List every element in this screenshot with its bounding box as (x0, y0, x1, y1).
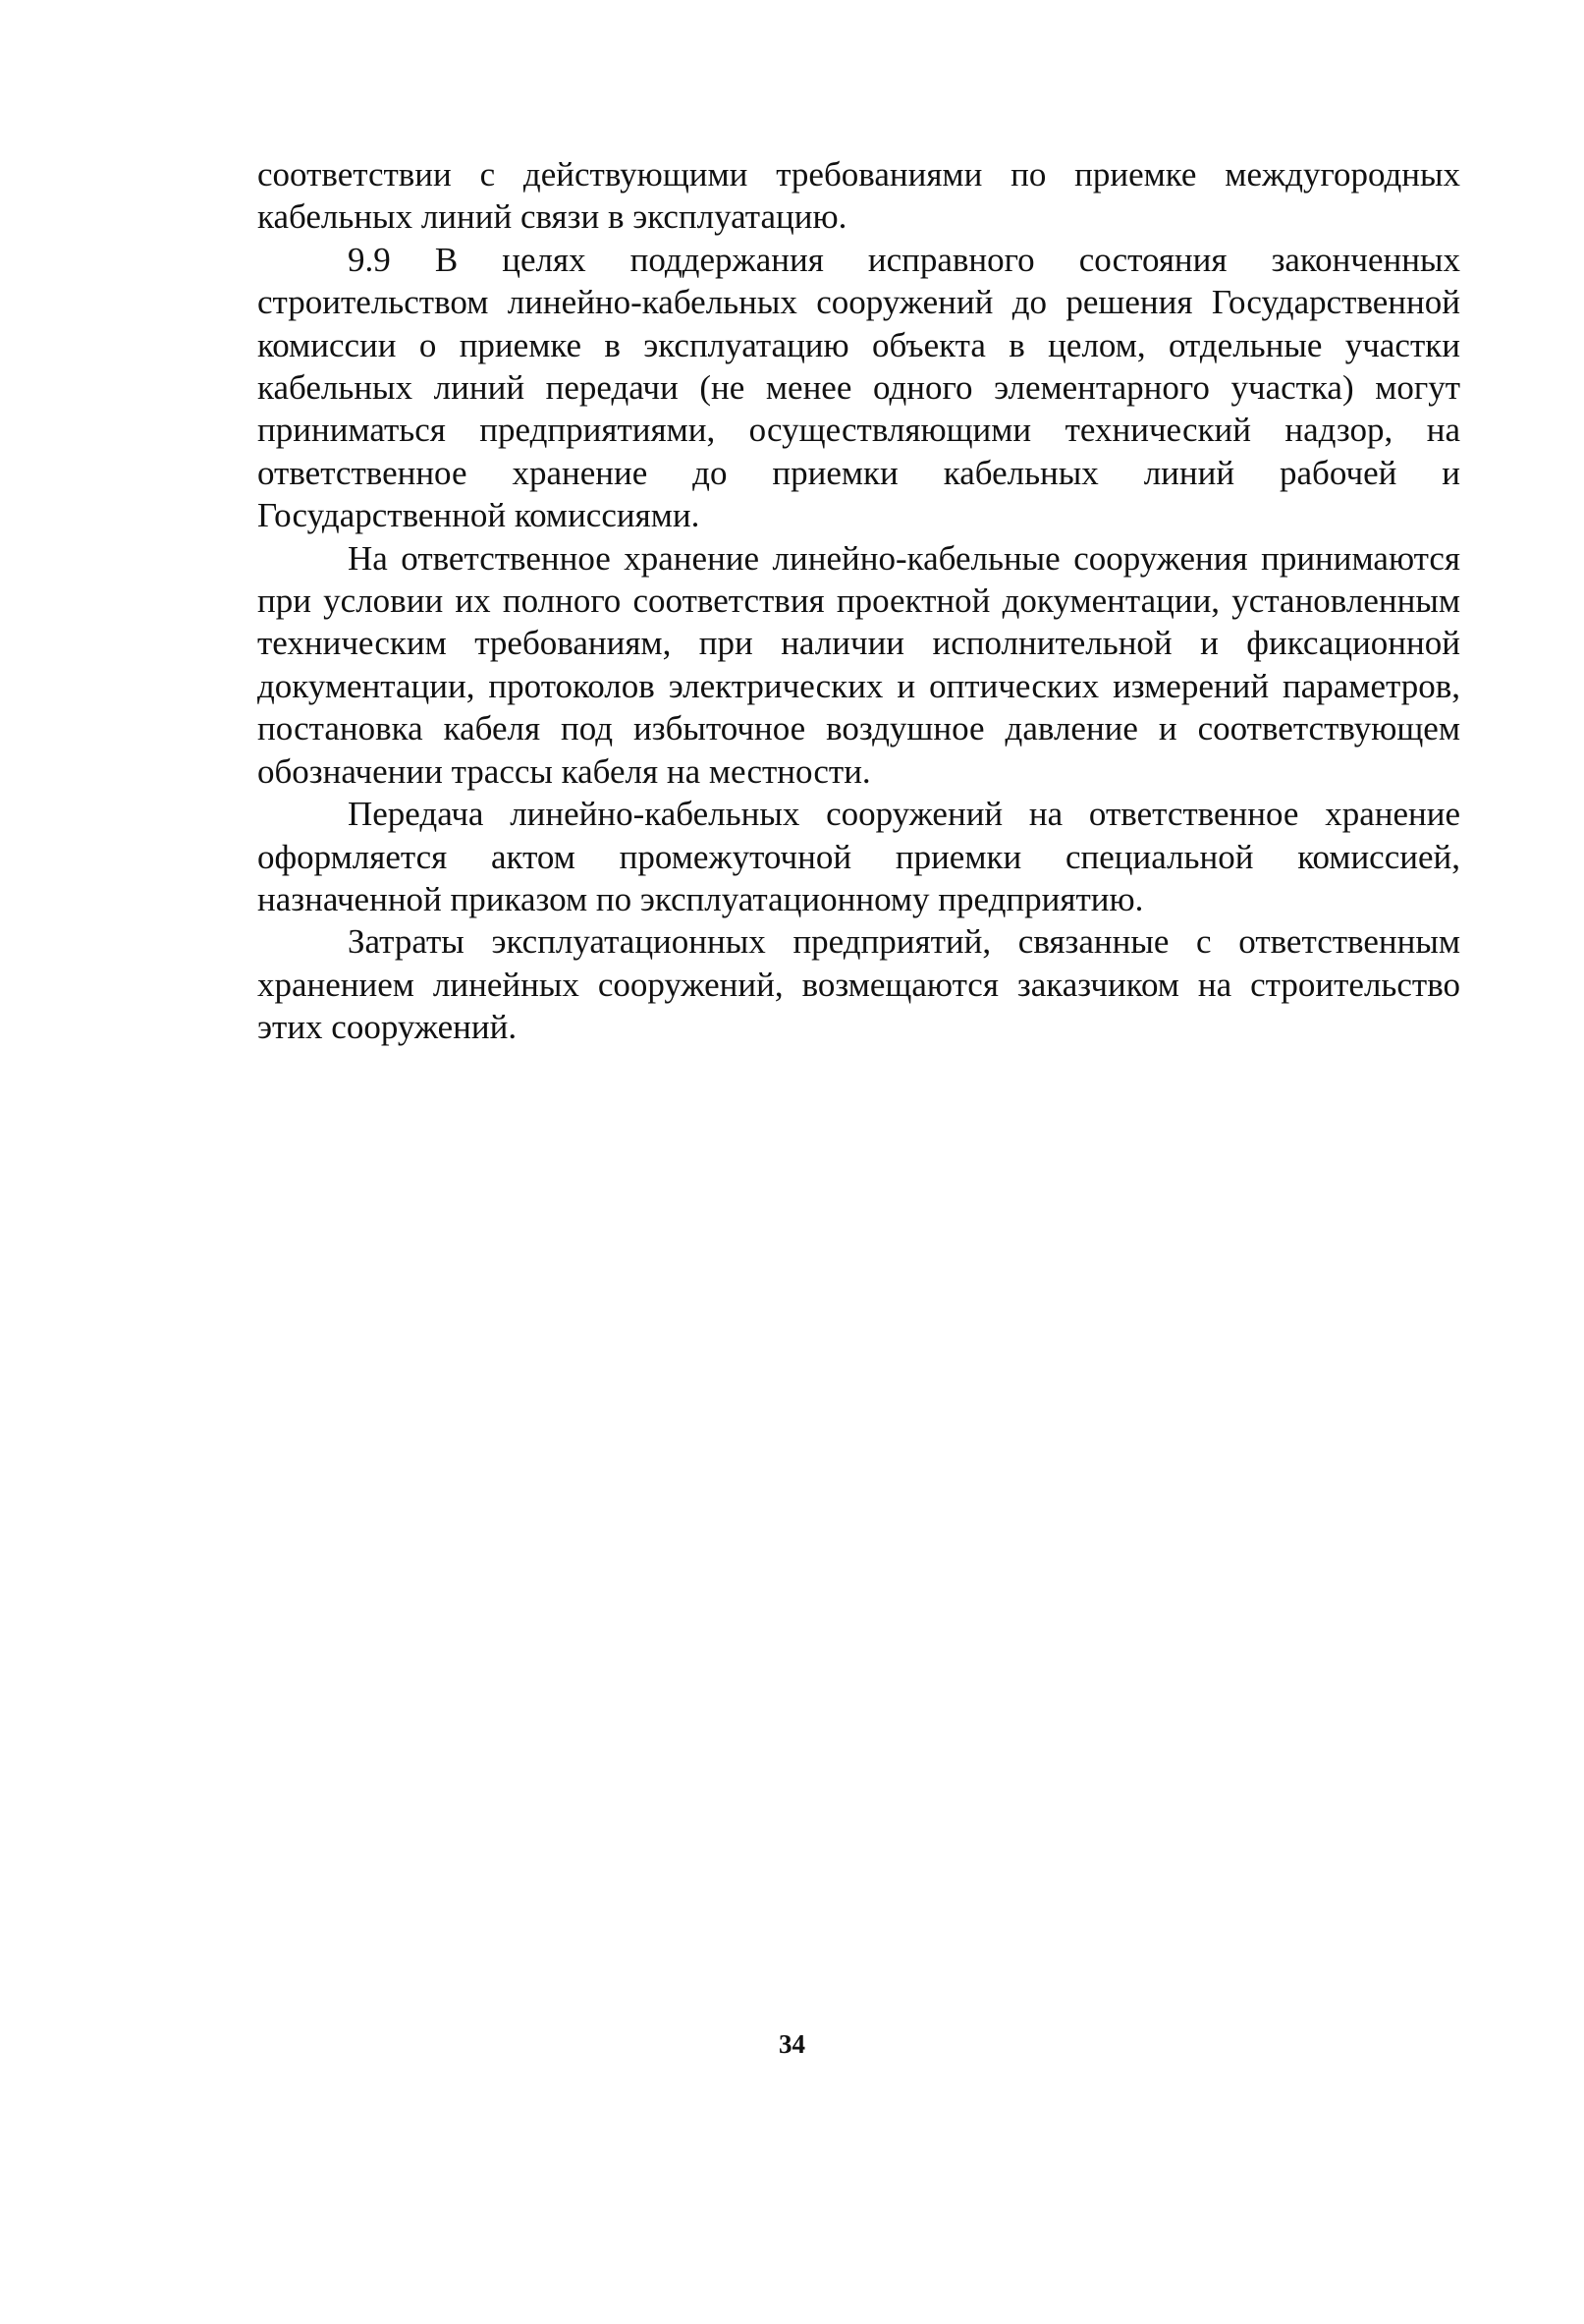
paragraph-transfer-act: Передача линейно-кабельных сооружений на ответственное хранение оформляется актом промежуточной приемки специальной комиссией, назначенной приказом по эксплуатационному предприятию. (257, 795, 1460, 918)
page-number: 34 (779, 2029, 805, 2059)
paragraph-costs: Затраты эксплуатационных предприятий, связанные с ответственным хранением линейных сооружений, возмещаются заказчиком на строительство этих сооружений. (257, 922, 1460, 1047)
body-text (257, 153, 1460, 1049)
paragraph-storage-conditions: На ответственное хранение линейно-кабельные сооружения принимаются при условии их полного соответствия проектной документации, установленным техническим требованиям, при наличии исполнительной и фиксационной документации, протоколов электрических и оптических измерений параметров, постановка кабеля под избыточное воздушное давление и соответствующем обозначении трассы кабеля на местности. (257, 538, 1460, 791)
paragraph-9-9: 9.9 В целях поддержания исправного состояния законченных строительством линейно-кабельных сооружений до решения Государственной комиссии о приемке в эксплуатацию объекта в целом, отдельные участки кабельных линий передачи (не менее одного элементарного участка) могут приниматься предприятиями, осуществляющими технический надзор, на ответственное хранение до приемки кабельных линий рабочей и Государственной комиссиями. (257, 240, 1460, 535)
paragraph-continuation: соответствии с действующими требованиями по приемке междугородных кабельных линий связи в эксплуатацию. (257, 155, 1460, 237)
